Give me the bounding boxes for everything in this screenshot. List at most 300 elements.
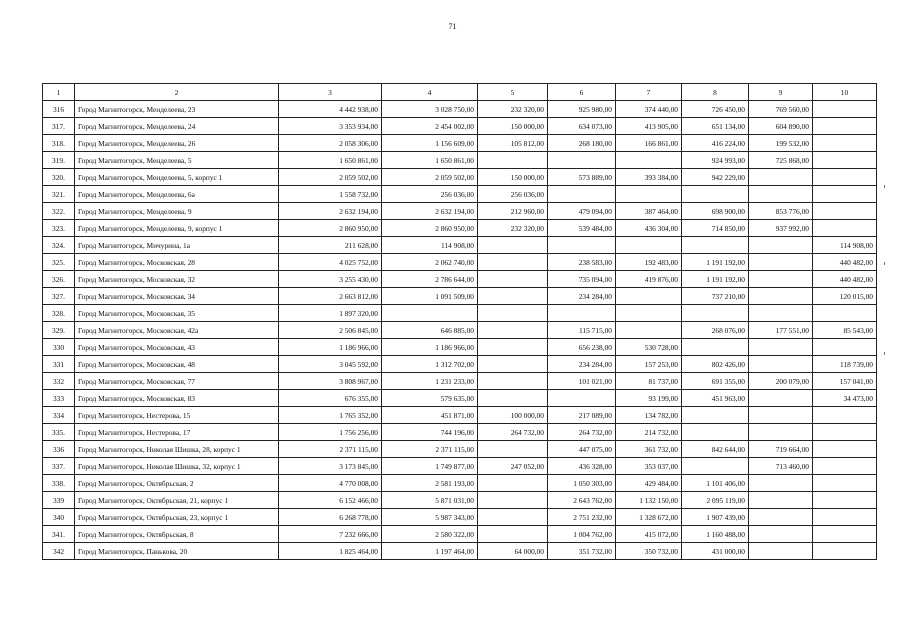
address-cell: Город Магнитогорск, Менделеева, 9, корпус 1	[75, 220, 279, 237]
col5-cell	[478, 322, 548, 339]
table-row	[43, 203, 877, 220]
col10-cell	[813, 118, 877, 135]
col8-cell	[682, 458, 749, 475]
header-row	[43, 84, 877, 101]
col6-cell: 1 050 303,00	[548, 475, 616, 492]
row-number-cell: 339	[43, 492, 75, 509]
col7-cell	[616, 186, 682, 203]
col7-cell	[616, 288, 682, 305]
address-cell: Город Магнитогорск, Московская, 83	[75, 390, 279, 407]
col9-cell	[749, 407, 813, 424]
col9-cell	[749, 339, 813, 356]
col7-cell: 157 253,00	[616, 356, 682, 373]
col9-cell: 937 992,00	[749, 220, 813, 237]
col4-cell: 1 156 609,00	[382, 135, 478, 152]
address-cell: Город Магнитогорск, Октябрьская, 2	[75, 475, 279, 492]
address-cell: Город Магнитогорск, Панькова, 20	[75, 543, 279, 560]
col8-cell: 451 963,00	[682, 390, 749, 407]
col4-cell: 451 871,00	[382, 407, 478, 424]
address-cell: Город Магнитогорск, Менделеева, 26	[75, 135, 279, 152]
col5-cell: 256 036,00	[478, 186, 548, 203]
col10-cell: 34 473,00	[813, 390, 877, 407]
col8-cell: 1 101 406,00	[682, 475, 749, 492]
col4-cell: 3 028 750,00	[382, 101, 478, 118]
col7-cell: 134 782,00	[616, 407, 682, 424]
col9-cell	[749, 424, 813, 441]
col5-cell	[478, 305, 548, 322]
col3-cell: 2 632 194,00	[279, 203, 382, 220]
col6-cell: 101 021,00	[548, 373, 616, 390]
column-header: 8	[682, 84, 749, 101]
col3-cell: 1 650 861,00	[279, 152, 382, 169]
col9-cell	[749, 526, 813, 543]
col3-cell: 4 025 752,00	[279, 254, 382, 271]
column-header: 5	[478, 84, 548, 101]
col7-cell: 214 732,00	[616, 424, 682, 441]
col9-cell: 853 776,00	[749, 203, 813, 220]
scan-mark	[884, 352, 885, 355]
col3-cell: 1 765 352,00	[279, 407, 382, 424]
col7-cell: 374 440,00	[616, 101, 682, 118]
address-cell: Город Магнитогорск, Московская, 28	[75, 254, 279, 271]
col8-cell: 737 210,00	[682, 288, 749, 305]
col6-cell: 217 089,00	[548, 407, 616, 424]
col9-cell	[749, 237, 813, 254]
col5-cell	[478, 475, 548, 492]
col4-cell: 1 312 702,00	[382, 356, 478, 373]
col10-cell	[813, 135, 877, 152]
table-row	[43, 458, 877, 475]
table-row	[43, 135, 877, 152]
col6-cell: 264 732,00	[548, 424, 616, 441]
col9-cell: 604 890,00	[749, 118, 813, 135]
col10-cell	[813, 509, 877, 526]
table-row	[43, 492, 877, 509]
col8-cell: 1 160 488,00	[682, 526, 749, 543]
col5-cell: 64 000,00	[478, 543, 548, 560]
col9-cell	[749, 356, 813, 373]
col10-cell	[813, 152, 877, 169]
table-row	[43, 390, 877, 407]
address-cell: Город Магнитогорск, Николая Шишка, 32, корпус 1	[75, 458, 279, 475]
col8-cell: 1 191 192,00	[682, 254, 749, 271]
col7-cell: 387 464,00	[616, 203, 682, 220]
col5-cell	[478, 271, 548, 288]
row-number-cell: 331	[43, 356, 75, 373]
col5-cell	[478, 288, 548, 305]
table-row	[43, 288, 877, 305]
col5-cell	[478, 152, 548, 169]
table-row	[43, 424, 877, 441]
col6-cell	[548, 152, 616, 169]
column-header: 1	[43, 84, 75, 101]
col7-cell: 361 732,00	[616, 441, 682, 458]
col10-cell	[813, 101, 877, 118]
row-number-cell: 316	[43, 101, 75, 118]
col8-cell: 1 191 192,00	[682, 271, 749, 288]
col6-cell: 351 732,00	[548, 543, 616, 560]
col3-cell: 6 268 778,00	[279, 509, 382, 526]
col6-cell	[548, 186, 616, 203]
col9-cell	[749, 169, 813, 186]
col4-cell: 646 885,00	[382, 322, 478, 339]
address-cell: Город Магнитогорск, Московская, 48	[75, 356, 279, 373]
table-row	[43, 356, 877, 373]
row-number-cell: 326.	[43, 271, 75, 288]
col10-cell	[813, 441, 877, 458]
col6-cell: 115 715,00	[548, 322, 616, 339]
col5-cell	[478, 237, 548, 254]
col3-cell: 3 808 967,00	[279, 373, 382, 390]
col4-cell: 2 580 322,00	[382, 526, 478, 543]
col7-cell: 415 072,00	[616, 526, 682, 543]
col8-cell	[682, 237, 749, 254]
col5-cell: 232 320,00	[478, 220, 548, 237]
column-header: 4	[382, 84, 478, 101]
col4-cell: 5 987 343,00	[382, 509, 478, 526]
address-cell: Город Магнитогорск, Октябрьская, 8	[75, 526, 279, 543]
table-row	[43, 339, 877, 356]
col3-cell: 2 506 845,00	[279, 322, 382, 339]
col5-cell	[478, 390, 548, 407]
col8-cell: 2 095 119,00	[682, 492, 749, 509]
row-number-cell: 335.	[43, 424, 75, 441]
col6-cell: 2 643 762,00	[548, 492, 616, 509]
col3-cell: 1 558 732,00	[279, 186, 382, 203]
col10-cell	[813, 492, 877, 509]
address-cell: Город Магнитогорск, Московская, 42а	[75, 322, 279, 339]
col8-cell: 268 076,00	[682, 322, 749, 339]
col9-cell	[749, 543, 813, 560]
col6-cell: 234 284,00	[548, 288, 616, 305]
col6-cell: 447 075,00	[548, 441, 616, 458]
col5-cell: 100 000,00	[478, 407, 548, 424]
col4-cell: 1 650 861,00	[382, 152, 478, 169]
col3-cell: 1 897 320,00	[279, 305, 382, 322]
col3-cell: 2 058 306,00	[279, 135, 382, 152]
col10-cell	[813, 526, 877, 543]
col3-cell: 2 371 115,00	[279, 441, 382, 458]
col4-cell: 2 059 502,00	[382, 169, 478, 186]
col7-cell: 353 037,00	[616, 458, 682, 475]
col5-cell: 212 960,00	[478, 203, 548, 220]
col8-cell	[682, 407, 749, 424]
col10-cell: 157 041,00	[813, 373, 877, 390]
col9-cell	[749, 254, 813, 271]
col9-cell: 199 532,00	[749, 135, 813, 152]
col7-cell: 192 483,00	[616, 254, 682, 271]
row-number-cell: 341.	[43, 526, 75, 543]
col8-cell: 691 355,00	[682, 373, 749, 390]
col4-cell: 2 632 194,00	[382, 203, 478, 220]
col7-cell: 530 728,00	[616, 339, 682, 356]
col10-cell	[813, 339, 877, 356]
row-number-cell: 329.	[43, 322, 75, 339]
col6-cell: 436 328,00	[548, 458, 616, 475]
col4-cell: 2 062 740,00	[382, 254, 478, 271]
col10-cell	[813, 424, 877, 441]
col4-cell: 1 231 233,00	[382, 373, 478, 390]
col10-cell	[813, 458, 877, 475]
col9-cell	[749, 288, 813, 305]
col9-cell: 769 560,00	[749, 101, 813, 118]
col4-cell: 1 186 966,00	[382, 339, 478, 356]
col6-cell: 1 004 762,00	[548, 526, 616, 543]
col10-cell	[813, 305, 877, 322]
col6-cell: 479 094,00	[548, 203, 616, 220]
table-row	[43, 254, 877, 271]
address-cell: Город Магнитогорск, Московская, 77	[75, 373, 279, 390]
col10-cell	[813, 169, 877, 186]
col5-cell	[478, 441, 548, 458]
col3-cell: 2 860 950,00	[279, 220, 382, 237]
row-number-cell: 332	[43, 373, 75, 390]
col6-cell: 656 238,00	[548, 339, 616, 356]
table-body	[43, 101, 877, 560]
column-header: 2	[75, 84, 279, 101]
table-row	[43, 169, 877, 186]
col6-cell: 238 583,00	[548, 254, 616, 271]
col10-cell	[813, 186, 877, 203]
address-cell: Город Магнитогорск, Николая Шишка, 28, корпус 1	[75, 441, 279, 458]
col9-cell	[749, 271, 813, 288]
row-number-cell: 318.	[43, 135, 75, 152]
col10-cell: 120 015,00	[813, 288, 877, 305]
address-cell: Город Магнитогорск, Нестерова, 15	[75, 407, 279, 424]
address-cell: Город Магнитогорск, Мичурина, 1а	[75, 237, 279, 254]
col9-cell: 725 868,00	[749, 152, 813, 169]
col8-cell: 416 224,00	[682, 135, 749, 152]
table-row	[43, 509, 877, 526]
col7-cell: 436 304,00	[616, 220, 682, 237]
row-number-cell: 317.	[43, 118, 75, 135]
table-row	[43, 152, 877, 169]
col7-cell: 413 905,00	[616, 118, 682, 135]
row-number-cell: 321.	[43, 186, 75, 203]
col7-cell: 429 484,00	[616, 475, 682, 492]
col6-cell: 234 284,00	[548, 356, 616, 373]
col4-cell: 114 908,00	[382, 237, 478, 254]
col5-cell: 150 000,00	[478, 118, 548, 135]
col4-cell: 1 749 877,00	[382, 458, 478, 475]
col7-cell: 81 737,00	[616, 373, 682, 390]
col10-cell: 440 482,00	[813, 271, 877, 288]
col4-cell: 256 036,00	[382, 186, 478, 203]
column-header: 6	[548, 84, 616, 101]
row-number-cell: 320.	[43, 169, 75, 186]
col5-cell: 247 052,00	[478, 458, 548, 475]
col8-cell: 802 426,00	[682, 356, 749, 373]
address-cell: Город Магнитогорск, Октябрьская, 21, корпус 1	[75, 492, 279, 509]
data-table	[42, 83, 877, 560]
col9-cell	[749, 390, 813, 407]
col6-cell: 925 980,00	[548, 101, 616, 118]
col4-cell: 1 197 464,00	[382, 543, 478, 560]
col3-cell: 1 756 256,00	[279, 424, 382, 441]
address-cell: Город Магнитогорск, Менделеева, 5	[75, 152, 279, 169]
col5-cell: 232 320,00	[478, 101, 548, 118]
col5-cell	[478, 373, 548, 390]
col5-cell	[478, 526, 548, 543]
col10-cell: 440 482,00	[813, 254, 877, 271]
address-cell: Город Магнитогорск, Московская, 34	[75, 288, 279, 305]
address-cell: Город Магнитогорск, Московская, 32	[75, 271, 279, 288]
row-number-cell: 324.	[43, 237, 75, 254]
col3-cell: 676 355,00	[279, 390, 382, 407]
col3-cell: 4 442 938,00	[279, 101, 382, 118]
col8-cell	[682, 424, 749, 441]
col7-cell	[616, 152, 682, 169]
address-cell: Город Магнитогорск, Менделеева, 24	[75, 118, 279, 135]
col3-cell: 3 353 934,00	[279, 118, 382, 135]
col6-cell: 539 484,00	[548, 220, 616, 237]
table-row	[43, 186, 877, 203]
col8-cell: 726 450,00	[682, 101, 749, 118]
col10-cell: 85 543,00	[813, 322, 877, 339]
table-row	[43, 237, 877, 254]
address-cell: Город Магнитогорск, Нестерова, 17	[75, 424, 279, 441]
row-number-cell: 334	[43, 407, 75, 424]
scan-mark	[884, 185, 885, 188]
col7-cell	[616, 305, 682, 322]
col10-cell	[813, 475, 877, 492]
table-row	[43, 271, 877, 288]
row-number-cell: 333	[43, 390, 75, 407]
col10-cell: 114 908,00	[813, 237, 877, 254]
col8-cell: 942 229,00	[682, 169, 749, 186]
col4-cell: 2 786 644,00	[382, 271, 478, 288]
col9-cell	[749, 509, 813, 526]
col7-cell: 393 384,00	[616, 169, 682, 186]
col6-cell: 634 073,00	[548, 118, 616, 135]
col8-cell: 1 907 439,00	[682, 509, 749, 526]
row-number-cell: 327.	[43, 288, 75, 305]
col8-cell: 714 850,00	[682, 220, 749, 237]
address-cell: Город Магнитогорск, Московская, 35	[75, 305, 279, 322]
row-number-cell: 340	[43, 509, 75, 526]
row-number-cell: 338.	[43, 475, 75, 492]
col4-cell: 1 091 509,00	[382, 288, 478, 305]
col4-cell: 5 871 031,00	[382, 492, 478, 509]
table-row	[43, 118, 877, 135]
address-cell: Город Магнитогорск, Менделеева, 6а	[75, 186, 279, 203]
col3-cell: 3 173 845,00	[279, 458, 382, 475]
col5-cell	[478, 339, 548, 356]
col4-cell: 2 860 950,00	[382, 220, 478, 237]
col7-cell: 166 861,00	[616, 135, 682, 152]
col5-cell: 264 732,00	[478, 424, 548, 441]
col7-cell: 350 732,00	[616, 543, 682, 560]
col9-cell	[749, 186, 813, 203]
col5-cell	[478, 492, 548, 509]
col6-cell	[548, 305, 616, 322]
col5-cell	[478, 356, 548, 373]
col7-cell: 419 876,00	[616, 271, 682, 288]
address-cell: Город Магнитогорск, Менделеева, 5, корпус 1	[75, 169, 279, 186]
col7-cell: 93 199,00	[616, 390, 682, 407]
table-row	[43, 322, 877, 339]
col5-cell: 105 812,00	[478, 135, 548, 152]
col7-cell	[616, 322, 682, 339]
col9-cell: 200 079,00	[749, 373, 813, 390]
col4-cell: 2 581 193,00	[382, 475, 478, 492]
table-row	[43, 373, 877, 390]
col3-cell: 1 825 464,00	[279, 543, 382, 560]
col7-cell: 1 328 672,00	[616, 509, 682, 526]
table-row	[43, 101, 877, 118]
col9-cell	[749, 492, 813, 509]
col3-cell: 4 770 008,00	[279, 475, 382, 492]
col7-cell	[616, 237, 682, 254]
row-number-cell: 325.	[43, 254, 75, 271]
col8-cell: 842 644,00	[682, 441, 749, 458]
table-row	[43, 475, 877, 492]
col9-cell	[749, 305, 813, 322]
column-header: 3	[279, 84, 382, 101]
col8-cell: 651 134,00	[682, 118, 749, 135]
row-number-cell: 322.	[43, 203, 75, 220]
col6-cell: 735 094,00	[548, 271, 616, 288]
col7-cell: 1 132 150,00	[616, 492, 682, 509]
scan-mark	[884, 262, 885, 265]
col9-cell	[749, 475, 813, 492]
col8-cell	[682, 339, 749, 356]
address-cell: Город Магнитогорск, Октябрьская, 23, корпус 1	[75, 509, 279, 526]
page-number: 71	[448, 22, 457, 31]
col6-cell	[548, 237, 616, 254]
col5-cell	[478, 254, 548, 271]
col3-cell: 6 152 466,00	[279, 492, 382, 509]
row-number-cell: 336	[43, 441, 75, 458]
column-header: 7	[616, 84, 682, 101]
col3-cell: 3 045 592,00	[279, 356, 382, 373]
table-row	[43, 441, 877, 458]
table-row	[43, 543, 877, 560]
col9-cell: 713 460,00	[749, 458, 813, 475]
row-number-cell: 323.	[43, 220, 75, 237]
table-row	[43, 220, 877, 237]
column-header: 9	[749, 84, 813, 101]
col3-cell: 7 232 666,00	[279, 526, 382, 543]
table-row	[43, 526, 877, 543]
col4-cell: 744 196,00	[382, 424, 478, 441]
col10-cell	[813, 543, 877, 560]
col8-cell	[682, 305, 749, 322]
col3-cell: 3 255 430,00	[279, 271, 382, 288]
col6-cell	[548, 390, 616, 407]
col5-cell: 150 000,00	[478, 169, 548, 186]
col10-cell	[813, 203, 877, 220]
col9-cell: 719 664,00	[749, 441, 813, 458]
col8-cell: 431 000,00	[682, 543, 749, 560]
col6-cell: 268 180,00	[548, 135, 616, 152]
col3-cell: 211 628,00	[279, 237, 382, 254]
row-number-cell: 330	[43, 339, 75, 356]
col4-cell: 2 371 115,00	[382, 441, 478, 458]
column-header: 10	[813, 84, 877, 101]
col8-cell: 924 993,00	[682, 152, 749, 169]
row-number-cell: 328.	[43, 305, 75, 322]
col3-cell: 2 663 812,00	[279, 288, 382, 305]
col5-cell	[478, 509, 548, 526]
row-number-cell: 337.	[43, 458, 75, 475]
address-cell: Город Магнитогорск, Московская, 43	[75, 339, 279, 356]
col8-cell: 698 900,00	[682, 203, 749, 220]
col10-cell	[813, 407, 877, 424]
col3-cell: 2 059 502,00	[279, 169, 382, 186]
col8-cell	[682, 186, 749, 203]
table-row	[43, 407, 877, 424]
